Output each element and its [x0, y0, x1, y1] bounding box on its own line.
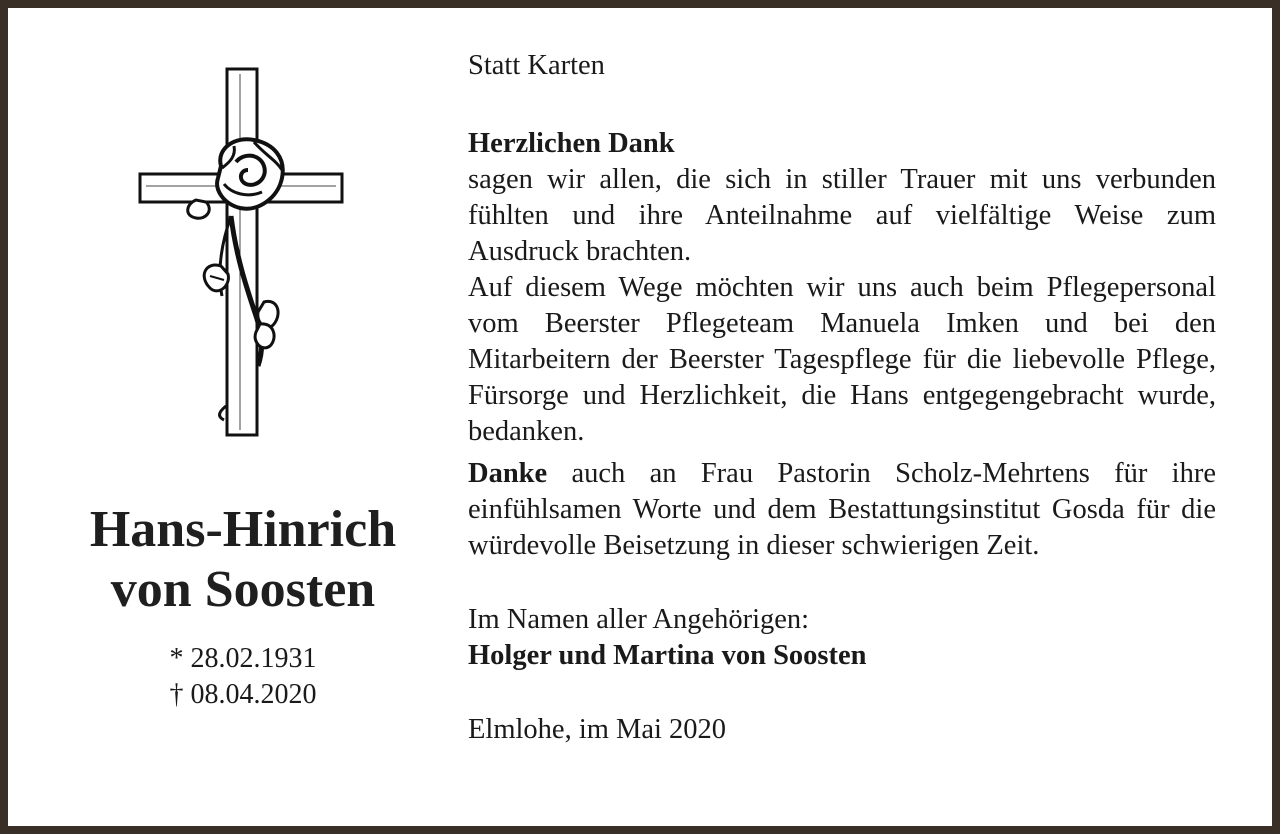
paragraph-3 [468, 456, 1216, 564]
notice-heading: Statt Karten [468, 50, 605, 81]
signers: Holger und Martina von Soosten [468, 640, 867, 671]
paragraph-3-text: auch an Frau Pastorin Scholz-Mehrtens für ihre einfühlsamen Worte und dem Bestattungsinstitut Gosda für die würdevolle Beisetzung in dieser schwierigen Zeit. [468, 458, 1216, 561]
deceased-name [8, 500, 478, 620]
place-date: Elmlohe, im Mai 2020 [468, 714, 727, 745]
deceased-first-name: Hans-Hinrich [89, 501, 397, 558]
obituary-card [8, 8, 1272, 826]
life-dates [8, 641, 478, 713]
paragraph-1: sagen wir allen, die sich in stiller Trauer mit uns verbunden fühlten und ihre Anteilnahme auf vielfältige Weise zum Ausdruck brachten. [468, 164, 1216, 267]
birth-date: * 28.02.1931 [169, 643, 317, 674]
left-column [8, 8, 478, 826]
deceased-last-name: von Soosten [110, 561, 376, 618]
death-date: † 08.04.2020 [169, 679, 317, 710]
notice-text [468, 48, 1216, 748]
cross-with-rose-icon [136, 66, 350, 446]
on-behalf-line: Im Namen aller Angehörigen: [468, 604, 810, 635]
thanks-title: Herzlichen Dank [468, 128, 675, 159]
paragraph-2: Auf diesem Wege möchten wir uns auch beim Pflegepersonal vom Beerster Pflegeteam Manuela Imken und bei den Mitarbeitern der Beerster Tagespflege für die liebevolle Pflege, Fürsorge und Herzlichkeit, die Hans entgegengebracht wurde, bedanken. [468, 272, 1216, 447]
thanks-word: Danke [468, 458, 548, 489]
